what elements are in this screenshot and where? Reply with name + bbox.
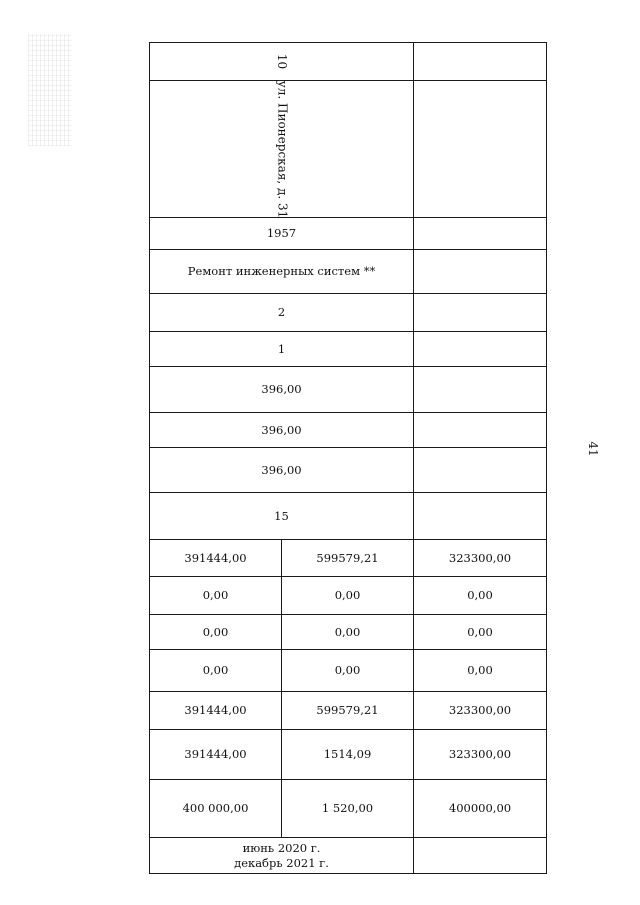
table-row xyxy=(150,294,547,332)
cost-cell: 391444,00 xyxy=(150,540,282,577)
cost-cell: 400 000,00 xyxy=(150,780,282,838)
scan-artifact xyxy=(28,34,72,146)
period-start: июнь 2020 г. xyxy=(242,841,321,856)
cost-cell: 323300,00 xyxy=(414,730,547,780)
table-row xyxy=(150,43,547,81)
cost-cell: 599579,21 xyxy=(282,692,414,730)
empty-cell xyxy=(414,81,547,218)
year-built: 1957 xyxy=(150,218,414,250)
period-cell xyxy=(150,838,414,874)
table-row xyxy=(150,218,547,250)
area-cell: 396,00 xyxy=(150,448,414,493)
cost-cell: 0,00 xyxy=(282,615,414,650)
table-row xyxy=(150,493,547,540)
period-end: декабрь 2021 г. xyxy=(234,855,329,870)
cost-cell: 391444,00 xyxy=(150,692,282,730)
table-row xyxy=(150,250,547,294)
cost-cell: 0,00 xyxy=(414,577,547,615)
empty-cell xyxy=(414,218,547,250)
empty-cell xyxy=(414,43,547,81)
empty-cell xyxy=(414,493,547,540)
value-cell: 2 xyxy=(150,294,414,332)
table-row xyxy=(150,413,547,448)
table-row xyxy=(150,332,547,367)
cost-cell: 400000,00 xyxy=(414,780,547,838)
cost-cell: 0,00 xyxy=(150,615,282,650)
cost-cell: 0,00 xyxy=(414,650,547,692)
table-row xyxy=(150,540,547,577)
cost-cell: 0,00 xyxy=(282,650,414,692)
house-number-cell xyxy=(150,43,414,81)
cost-cell: 599579,21 xyxy=(282,540,414,577)
table-row xyxy=(150,692,547,730)
table-row xyxy=(150,81,547,218)
empty-cell xyxy=(414,448,547,493)
repair-program-table xyxy=(149,42,547,874)
empty-cell xyxy=(414,250,547,294)
area-cell: 396,00 xyxy=(150,413,414,448)
cost-cell: 323300,00 xyxy=(414,692,547,730)
cost-cell: 391444,00 xyxy=(150,730,282,780)
empty-cell xyxy=(414,838,547,874)
cost-cell: 323300,00 xyxy=(414,540,547,577)
address-cell xyxy=(150,81,414,218)
empty-cell xyxy=(414,413,547,448)
table-row xyxy=(150,838,547,874)
empty-cell xyxy=(414,332,547,367)
table-row xyxy=(150,650,547,692)
cost-cell: 1 520,00 xyxy=(282,780,414,838)
cost-cell: 0,00 xyxy=(414,615,547,650)
cost-cell: 1514,09 xyxy=(282,730,414,780)
cost-cell: 0,00 xyxy=(282,577,414,615)
address-text: ул. Пионерская, д. 31 xyxy=(275,80,289,218)
empty-cell xyxy=(414,367,547,413)
work-type: Ремонт инженерных систем ** xyxy=(150,250,414,294)
table-row xyxy=(150,780,547,838)
table-row xyxy=(150,730,547,780)
cost-cell: 0,00 xyxy=(150,577,282,615)
cost-cell: 0,00 xyxy=(150,650,282,692)
table-row xyxy=(150,448,547,493)
page-number: 41 xyxy=(586,441,600,457)
table-row xyxy=(150,367,547,413)
table-row xyxy=(150,577,547,615)
empty-cell xyxy=(414,294,547,332)
house-number: 10 xyxy=(275,53,289,70)
residents-cell: 15 xyxy=(150,493,414,540)
value-cell: 1 xyxy=(150,332,414,367)
area-cell: 396,00 xyxy=(150,367,414,413)
table-row xyxy=(150,615,547,650)
